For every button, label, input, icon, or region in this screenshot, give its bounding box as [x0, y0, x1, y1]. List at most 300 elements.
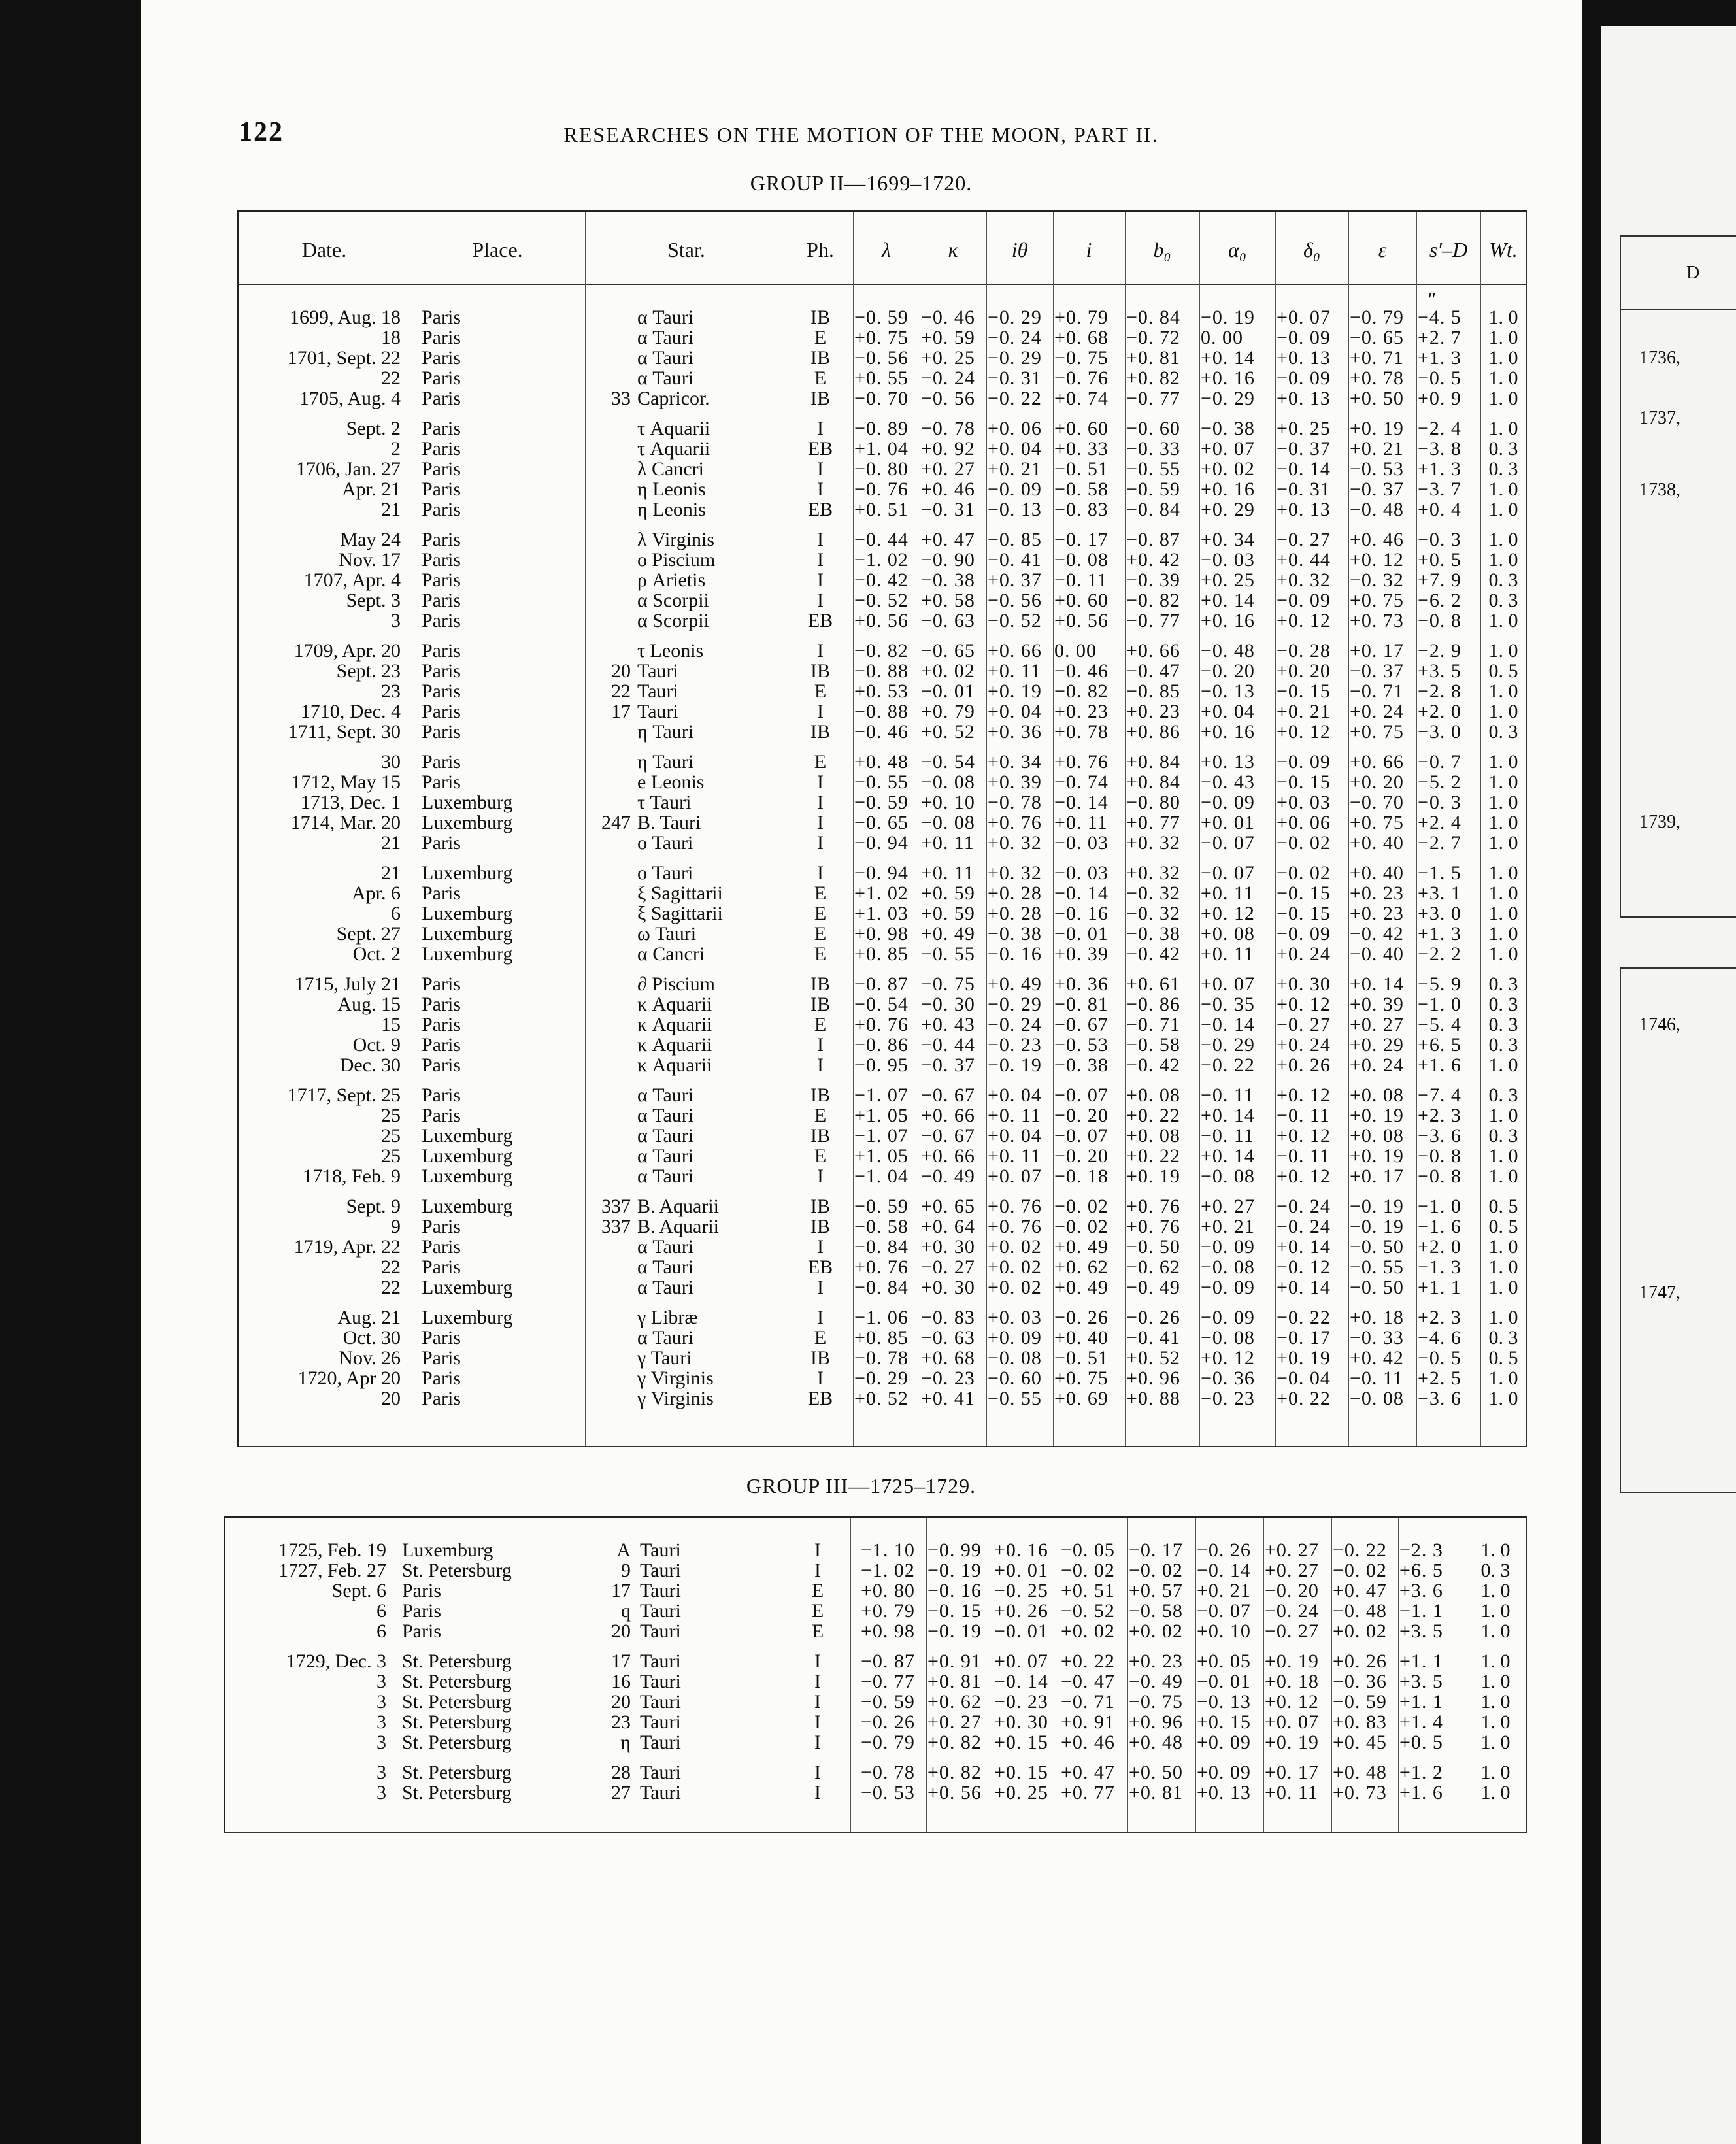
table-row	[239, 792, 1526, 812]
row-kappa: −0. 30	[921, 994, 975, 1015]
row-phase: I	[817, 1307, 824, 1328]
table-row	[239, 550, 1526, 570]
row-date: Oct. 30	[342, 1327, 401, 1348]
row-b0: −0. 72	[1126, 327, 1180, 348]
row-star-number: 20	[611, 660, 631, 682]
row-phase: E	[814, 1145, 827, 1167]
row-star-number: 28	[611, 1762, 631, 1783]
row-b0: +0. 86	[1126, 721, 1180, 743]
row-place: Paris	[422, 590, 461, 611]
row-phase: EB	[807, 610, 833, 631]
table-row	[239, 1216, 1526, 1237]
row-alpha0: +0. 07	[1201, 973, 1255, 995]
table-row	[239, 1368, 1526, 1388]
row-kappa: −0. 83	[921, 1307, 975, 1328]
row-b0: +0. 57	[1129, 1580, 1183, 1601]
row-place: Paris	[422, 418, 461, 439]
row-lambda: −0. 78	[861, 1762, 915, 1783]
row-alpha0: +0. 12	[1201, 903, 1255, 924]
row-kappa: +0. 30	[921, 1277, 975, 1298]
row-star: Tauri	[640, 1620, 681, 1642]
row-i: +0. 75	[1054, 1367, 1109, 1389]
row-kappa: +0. 62	[927, 1691, 982, 1713]
row-place: Luxemburg	[422, 943, 513, 965]
row-epsilon: −0. 08	[1350, 1388, 1404, 1409]
row-b0: +0. 22	[1126, 1145, 1180, 1167]
row-kappa: +0. 52	[921, 721, 975, 743]
row-i: −0. 47	[1061, 1671, 1115, 1692]
row-place: Paris	[422, 438, 461, 460]
row-phase: IB	[810, 973, 830, 995]
row-b0: −0. 58	[1126, 1034, 1180, 1056]
row-phase: I	[814, 1711, 821, 1733]
row-date: 1719, Apr. 22	[293, 1236, 401, 1258]
row-itheta: +0. 36	[988, 721, 1042, 743]
row-epsilon: −0. 42	[1350, 923, 1404, 945]
row-phase: IB	[810, 388, 830, 409]
row-alpha0: +0. 21	[1197, 1580, 1251, 1601]
row-kappa: −0. 24	[921, 367, 975, 389]
row-s-minus-d: +1. 6	[1418, 1054, 1461, 1076]
row-weight: 1. 0	[1488, 1145, 1518, 1167]
row-itheta: −0. 52	[988, 610, 1042, 631]
row-date: 23	[381, 680, 401, 702]
row-place: Luxemburg	[422, 1307, 513, 1328]
row-date: 3	[376, 1782, 386, 1803]
row-alpha0: −0. 07	[1197, 1600, 1251, 1622]
row-lambda: +0. 53	[854, 680, 909, 702]
row-star: Tauri	[640, 1539, 681, 1561]
row-b0: +0. 23	[1126, 701, 1180, 722]
row-star: Capricor.	[637, 388, 710, 409]
row-phase: E	[814, 751, 827, 773]
row-date: Sept. 9	[346, 1196, 401, 1217]
row-delta0: −0. 37	[1277, 438, 1331, 460]
row-alpha0: +0. 13	[1201, 751, 1255, 773]
col-header-date: Date.	[301, 238, 347, 261]
row-alpha0: −0. 03	[1201, 549, 1255, 571]
row-delta0: −0. 15	[1277, 680, 1331, 702]
row-itheta: +0. 04	[988, 1084, 1042, 1106]
row-itheta: −0. 16	[988, 943, 1042, 965]
row-alpha0: +0. 11	[1201, 943, 1254, 965]
row-b0: −0. 33	[1126, 438, 1180, 460]
row-kappa: +0. 56	[927, 1782, 982, 1803]
row-alpha0: +0. 16	[1201, 721, 1255, 743]
row-delta0: +0. 27	[1265, 1560, 1319, 1581]
row-itheta: +0. 34	[988, 751, 1042, 773]
row-lambda: +0. 85	[854, 943, 909, 965]
row-phase: IB	[810, 994, 830, 1015]
row-kappa: +0. 25	[921, 347, 975, 369]
row-epsilon: +0. 21	[1350, 438, 1404, 460]
row-star-number: q	[621, 1600, 631, 1622]
row-phase: EB	[807, 438, 833, 460]
facing-date-2: 1737,	[1639, 408, 1680, 428]
row-kappa: −0. 67	[921, 1125, 975, 1147]
row-weight: 0. 3	[1480, 1560, 1511, 1581]
row-delta0: +0. 12	[1277, 994, 1331, 1015]
table-row	[239, 459, 1526, 479]
row-kappa: −0. 63	[921, 610, 975, 631]
row-kappa: +0. 27	[921, 458, 975, 480]
row-date: 1718, Feb. 9	[303, 1165, 401, 1187]
row-star-number: 16	[611, 1671, 631, 1692]
row-b0: −0. 55	[1126, 458, 1180, 480]
row-lambda: +1. 05	[854, 1105, 909, 1126]
row-phase: IB	[810, 660, 830, 682]
row-delta0: −0. 04	[1277, 1367, 1331, 1389]
row-star: γ Libræ	[637, 1307, 698, 1328]
table-row	[239, 479, 1526, 499]
row-delta0: −0. 09	[1277, 590, 1331, 611]
row-delta0: −0. 28	[1277, 640, 1331, 662]
row-i: +0. 79	[1054, 307, 1109, 328]
row-date: 15	[381, 1014, 401, 1035]
row-itheta: −0. 09	[988, 478, 1042, 500]
row-i: +0. 77	[1061, 1782, 1115, 1803]
row-epsilon: +0. 48	[1333, 1762, 1387, 1783]
facing-date-1: 1736,	[1639, 348, 1680, 368]
row-star-number: 20	[611, 1620, 631, 1642]
row-epsilon: +0. 78	[1350, 367, 1404, 389]
row-s-minus-d: −5. 9	[1418, 973, 1461, 995]
row-delta0: −0. 22	[1277, 1307, 1331, 1328]
table-row	[239, 388, 1526, 409]
row-s-minus-d: +3. 6	[1399, 1580, 1443, 1601]
row-place: Paris	[422, 1367, 461, 1389]
facing-date-4: 1739,	[1639, 812, 1680, 832]
row-star: α Tauri	[637, 1165, 694, 1187]
row-delta0: +0. 25	[1277, 418, 1331, 439]
table-row	[239, 772, 1526, 792]
row-delta0: −0. 02	[1277, 832, 1331, 854]
row-date: 3	[376, 1711, 386, 1733]
row-date: 6	[391, 903, 401, 924]
row-kappa: +0. 82	[927, 1762, 982, 1783]
row-star: τ Aquarii	[637, 438, 710, 460]
row-i: +0. 60	[1054, 590, 1109, 611]
row-s-minus-d: −3. 6	[1418, 1388, 1461, 1409]
arcsec-unit-mark: ″	[1428, 289, 1437, 310]
row-epsilon: −0. 70	[1350, 792, 1404, 813]
row-s-minus-d: −0. 8	[1418, 610, 1461, 631]
row-s-minus-d: −1. 6	[1418, 1216, 1461, 1237]
row-itheta: +0. 11	[988, 1145, 1041, 1167]
row-s-minus-d: +2. 0	[1418, 701, 1461, 722]
row-star: Tauri	[640, 1691, 681, 1713]
row-s-minus-d: −6. 2	[1418, 590, 1461, 611]
row-alpha0: −0. 38	[1201, 418, 1255, 439]
row-delta0: −0. 09	[1277, 923, 1331, 945]
row-alpha0: −0. 26	[1197, 1539, 1251, 1561]
row-itheta: +0. 19	[988, 680, 1042, 702]
table-row	[239, 439, 1526, 459]
row-i: −0. 14	[1054, 882, 1109, 904]
row-weight: 1. 0	[1488, 1388, 1518, 1409]
row-itheta: −0. 14	[994, 1671, 1048, 1692]
row-i: +0. 46	[1061, 1732, 1115, 1753]
row-epsilon: +0. 24	[1350, 1054, 1404, 1076]
row-delta0: +0. 21	[1277, 701, 1331, 722]
row-i: −0. 02	[1054, 1216, 1109, 1237]
row-kappa: −0. 19	[927, 1620, 982, 1642]
row-i: −0. 26	[1054, 1307, 1109, 1328]
row-i: +0. 62	[1054, 1256, 1109, 1278]
row-date: 2	[391, 438, 401, 460]
row-delta0: −0. 20	[1265, 1580, 1319, 1601]
row-phase: I	[817, 792, 824, 813]
row-place: St. Petersburg	[402, 1732, 512, 1753]
row-itheta: −0. 13	[988, 499, 1042, 520]
row-phase: I	[814, 1560, 821, 1581]
row-b0: −0. 32	[1126, 903, 1180, 924]
row-kappa: −0. 23	[921, 1367, 975, 1389]
row-epsilon: +0. 23	[1350, 882, 1404, 904]
row-star: α Tauri	[637, 1327, 694, 1348]
row-star-number: η	[620, 1732, 631, 1753]
row-lambda: −0. 95	[854, 1054, 909, 1076]
row-place: Paris	[422, 771, 461, 793]
row-epsilon: −0. 53	[1350, 458, 1404, 480]
row-delta0: +0. 32	[1277, 569, 1331, 591]
row-phase: IB	[810, 1196, 830, 1217]
row-lambda: +1. 05	[854, 1145, 909, 1167]
row-i: −0. 03	[1054, 832, 1109, 854]
row-s-minus-d: −2. 3	[1399, 1539, 1443, 1561]
row-delta0: +0. 12	[1277, 610, 1331, 631]
row-star-number: 337	[601, 1196, 631, 1217]
table-row	[239, 1348, 1526, 1368]
row-date: 1709, Apr. 20	[293, 640, 401, 662]
row-epsilon: +0. 40	[1350, 862, 1404, 884]
row-lambda: +0. 98	[861, 1620, 915, 1642]
row-b0: +0. 81	[1126, 347, 1180, 369]
row-star-number: 20	[611, 1691, 631, 1713]
row-epsilon: −0. 36	[1333, 1671, 1387, 1692]
row-star: ο Piscium	[637, 549, 716, 571]
row-weight: 1. 0	[1488, 812, 1518, 833]
row-lambda: −1. 06	[854, 1307, 909, 1328]
group-2-table	[237, 210, 1527, 1447]
row-delta0: +0. 14	[1277, 1277, 1331, 1298]
row-kappa: −0. 65	[921, 640, 975, 662]
row-star: τ Leonis	[637, 640, 704, 662]
row-i: +0. 02	[1061, 1620, 1115, 1642]
row-epsilon: +0. 29	[1350, 1034, 1404, 1056]
row-b0: −0. 71	[1126, 1014, 1180, 1035]
row-lambda: −0. 87	[854, 973, 909, 995]
row-delta0: −0. 24	[1277, 1216, 1331, 1237]
table-row	[239, 883, 1526, 903]
row-place: Paris	[422, 327, 461, 348]
row-delta0: −0. 27	[1277, 529, 1331, 550]
row-star: Tauri	[640, 1782, 681, 1803]
row-place: Paris	[422, 1388, 461, 1409]
row-place: Luxemburg	[422, 923, 513, 945]
row-b0: −0. 50	[1126, 1236, 1180, 1258]
row-weight: 0. 3	[1488, 973, 1518, 995]
row-s-minus-d: −0. 3	[1418, 792, 1461, 813]
row-itheta: +0. 76	[988, 812, 1042, 833]
row-itheta: +0. 16	[994, 1539, 1048, 1561]
row-weight: 1. 0	[1488, 1165, 1518, 1187]
row-star: γ Virginis	[637, 1388, 714, 1409]
row-phase: I	[817, 1236, 824, 1258]
row-star: α Tauri	[637, 1256, 694, 1278]
row-phase: I	[814, 1782, 821, 1803]
row-i: +0. 11	[1054, 812, 1108, 833]
row-b0: +0. 02	[1129, 1620, 1183, 1642]
row-lambda: −0. 42	[854, 569, 909, 591]
row-s-minus-d: +3. 5	[1418, 660, 1461, 682]
row-alpha0: +0. 11	[1201, 882, 1254, 904]
row-i: −0. 76	[1054, 367, 1109, 389]
row-place: Paris	[422, 1236, 461, 1258]
row-alpha0: −0. 14	[1201, 1014, 1255, 1035]
row-weight: 1. 0	[1480, 1650, 1511, 1672]
row-b0: −0. 60	[1126, 418, 1180, 439]
row-epsilon: +0. 45	[1333, 1732, 1387, 1753]
row-itheta: +0. 28	[988, 882, 1042, 904]
row-b0: +0. 19	[1126, 1165, 1180, 1187]
row-kappa: −0. 08	[921, 812, 975, 833]
row-epsilon: +0. 66	[1350, 751, 1404, 773]
row-i: −0. 46	[1054, 660, 1109, 682]
row-s-minus-d: +2. 5	[1418, 1367, 1461, 1389]
row-lambda: −0. 58	[854, 1216, 909, 1237]
row-delta0: +0. 07	[1277, 307, 1331, 328]
row-weight: 0. 3	[1488, 721, 1518, 743]
row-itheta: −0. 19	[988, 1054, 1042, 1076]
row-delta0: −0. 11	[1277, 1105, 1330, 1126]
row-epsilon: +0. 23	[1350, 903, 1404, 924]
row-lambda: +0. 55	[854, 367, 909, 389]
row-place: Luxemburg	[422, 1145, 513, 1167]
row-itheta: +0. 15	[994, 1732, 1048, 1753]
row-s-minus-d: +3. 5	[1399, 1671, 1443, 1692]
row-b0: +0. 76	[1126, 1216, 1180, 1237]
row-delta0: −0. 15	[1277, 771, 1331, 793]
row-s-minus-d: −0. 3	[1418, 529, 1461, 550]
row-epsilon: +0. 75	[1350, 812, 1404, 833]
row-phase: I	[817, 640, 824, 662]
row-alpha0: −0. 23	[1201, 1388, 1255, 1409]
row-delta0: −0. 15	[1277, 882, 1331, 904]
row-date: 1706, Jan. 27	[296, 458, 401, 480]
row-phase: I	[817, 1054, 824, 1076]
row-b0: +0. 88	[1126, 1388, 1180, 1409]
row-place: Luxemburg	[422, 792, 513, 813]
row-phase: I	[817, 812, 824, 833]
row-place: Paris	[422, 832, 461, 854]
table-row	[239, 974, 1526, 994]
row-epsilon: +0. 75	[1350, 721, 1404, 743]
row-alpha0: −0. 08	[1201, 1327, 1255, 1348]
row-itheta: −0. 08	[988, 1347, 1042, 1369]
row-date: 25	[381, 1125, 401, 1147]
table-row	[239, 1085, 1526, 1105]
row-itheta: −0. 78	[988, 792, 1042, 813]
row-epsilon: +0. 27	[1350, 1014, 1404, 1035]
row-star: α Tauri	[637, 367, 694, 389]
row-star: B. Tauri	[637, 812, 701, 833]
row-date: May 24	[340, 529, 401, 550]
row-date: Aug. 15	[337, 994, 401, 1015]
row-star: τ Aquarii	[637, 418, 710, 439]
row-star: η Tauri	[637, 721, 694, 743]
row-star: α Scorpii	[637, 590, 709, 611]
row-itheta: +0. 30	[994, 1711, 1048, 1733]
row-kappa: −0. 46	[921, 307, 975, 328]
table-row	[239, 833, 1526, 853]
row-weight: 1. 0	[1480, 1539, 1511, 1561]
row-star: Tauri	[640, 1600, 681, 1622]
row-date: Sept. 2	[346, 418, 401, 439]
row-kappa: +0. 02	[921, 660, 975, 682]
row-phase: I	[814, 1732, 821, 1753]
group-3-table	[224, 1516, 1527, 1833]
row-b0: +0. 76	[1126, 1196, 1180, 1217]
table-row	[225, 1692, 1526, 1712]
row-weight: 1. 0	[1488, 307, 1518, 328]
row-epsilon: +0. 17	[1350, 640, 1404, 662]
row-itheta: −0. 29	[988, 347, 1042, 369]
row-delta0: +0. 07	[1265, 1711, 1319, 1733]
row-epsilon: −0. 32	[1350, 569, 1404, 591]
row-delta0: −0. 09	[1277, 327, 1331, 348]
row-delta0: −0. 11	[1277, 1145, 1330, 1167]
row-phase: E	[814, 680, 827, 702]
row-b0: −0. 02	[1129, 1560, 1183, 1581]
row-itheta: +0. 11	[988, 660, 1041, 682]
row-phase: I	[817, 458, 824, 480]
row-date: 18	[381, 327, 401, 348]
row-weight: 0. 3	[1488, 1034, 1518, 1056]
row-b0: −0. 58	[1129, 1600, 1183, 1622]
row-lambda: −0. 59	[854, 1196, 909, 1217]
row-alpha0: −0. 29	[1201, 388, 1255, 409]
table-row	[239, 368, 1526, 388]
row-itheta: +0. 76	[988, 1216, 1042, 1237]
row-itheta: −0. 60	[988, 1367, 1042, 1389]
table-row	[239, 1014, 1526, 1035]
row-itheta: −0. 55	[988, 1388, 1042, 1409]
row-star-number: A	[616, 1539, 631, 1561]
row-i: −0. 52	[1061, 1600, 1115, 1622]
row-alpha0: +0. 01	[1201, 812, 1255, 833]
row-lambda: −0. 89	[854, 418, 909, 439]
row-i: −0. 14	[1054, 792, 1109, 813]
row-delta0: −0. 15	[1277, 903, 1331, 924]
row-i: +0. 22	[1061, 1650, 1115, 1672]
row-b0: −0. 85	[1126, 680, 1180, 702]
row-place: St. Petersburg	[402, 1711, 512, 1733]
row-alpha0: +0. 16	[1201, 478, 1255, 500]
row-itheta: +0. 32	[988, 862, 1042, 884]
row-place: Luxemburg	[422, 1196, 513, 1217]
row-alpha0: +0. 04	[1201, 701, 1255, 722]
row-place: Paris	[422, 1084, 461, 1106]
row-weight: 1. 0	[1488, 903, 1518, 924]
row-s-minus-d: +1. 3	[1418, 347, 1461, 369]
row-epsilon: −0. 71	[1350, 680, 1404, 702]
row-alpha0: −0. 14	[1197, 1560, 1251, 1581]
row-date: 1712, May 15	[291, 771, 401, 793]
row-i: +0. 49	[1054, 1277, 1109, 1298]
row-kappa: +0. 43	[921, 1014, 975, 1035]
row-alpha0: −0. 07	[1201, 832, 1255, 854]
